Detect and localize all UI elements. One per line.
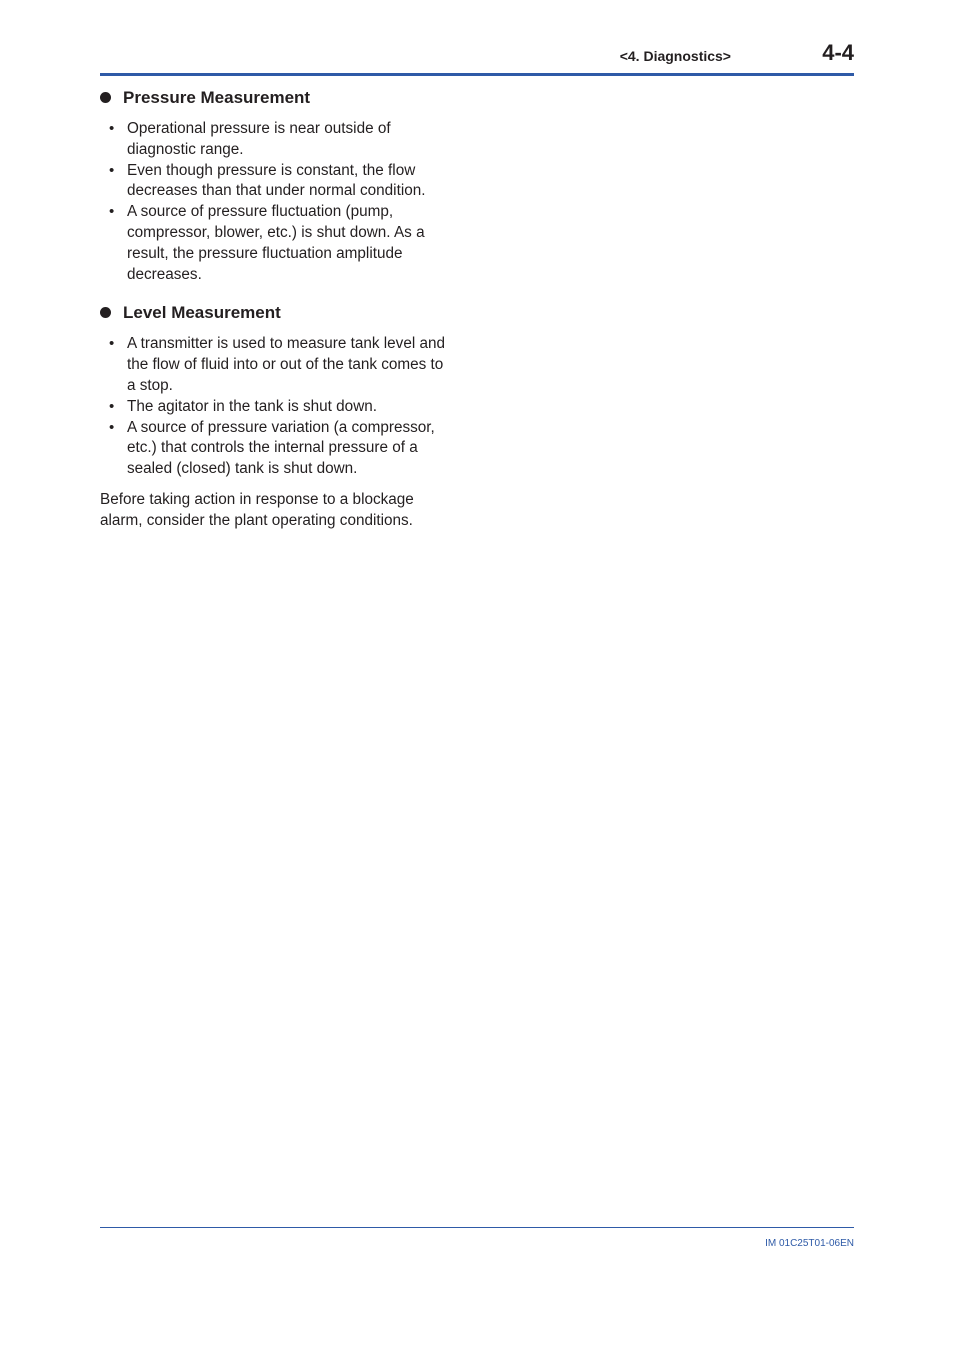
section-pressure-measurement — [100, 87, 452, 285]
bullet-list — [100, 119, 452, 285]
bullet-icon: • — [109, 161, 115, 179]
section-title: Level Measurement — [123, 303, 281, 323]
page-number: 4-4 — [822, 40, 854, 65]
chapter-title: <4. Diagnostics> — [619, 48, 731, 64]
bullet-dot-icon — [100, 307, 111, 318]
header-divider — [100, 73, 854, 76]
bullet-dot-icon — [100, 92, 111, 103]
list-item: • The agitator in the tank is shut down. — [100, 397, 452, 418]
section-heading — [100, 87, 452, 109]
list-item: • A source of pressure fluctuation (pump, compressor, blower, etc.) is shut down. As a result, the pressure fluctuation amplitude decreases. — [109, 203, 425, 283]
bullet-list — [100, 334, 452, 480]
list-item: • A transmitter is used to measure tank level and the flow of fluid into or out of the tank comes to a stop. — [109, 335, 445, 394]
list-item: • Even though pressure is constant, the flow decreases than that under normal condition. — [109, 161, 426, 200]
list-item: • Operational pressure is near outside of diagnostic range. — [109, 120, 391, 158]
bullet-icon: • — [109, 397, 115, 415]
section-title: Pressure Measurement — [123, 88, 311, 107]
closing-paragraph: Before taking action in response to a blockage alarm, consider the plant operating conditions. — [100, 490, 414, 529]
document-number: IM 01C25T01-06EN — [765, 1238, 854, 1249]
list-item: • A source of pressure variation (a compressor, etc.) that controls the internal pressure of a sealed (closed) tank is shut down. — [109, 418, 435, 478]
section-heading — [100, 302, 452, 324]
footer-divider — [100, 1227, 854, 1228]
bullet-icon: • — [109, 120, 115, 137]
bullet-icon: • — [109, 418, 115, 436]
section-level-measurement — [100, 302, 452, 480]
bullet-icon: • — [109, 203, 115, 221]
main-content — [100, 87, 452, 547]
bullet-icon: • — [109, 335, 115, 353]
